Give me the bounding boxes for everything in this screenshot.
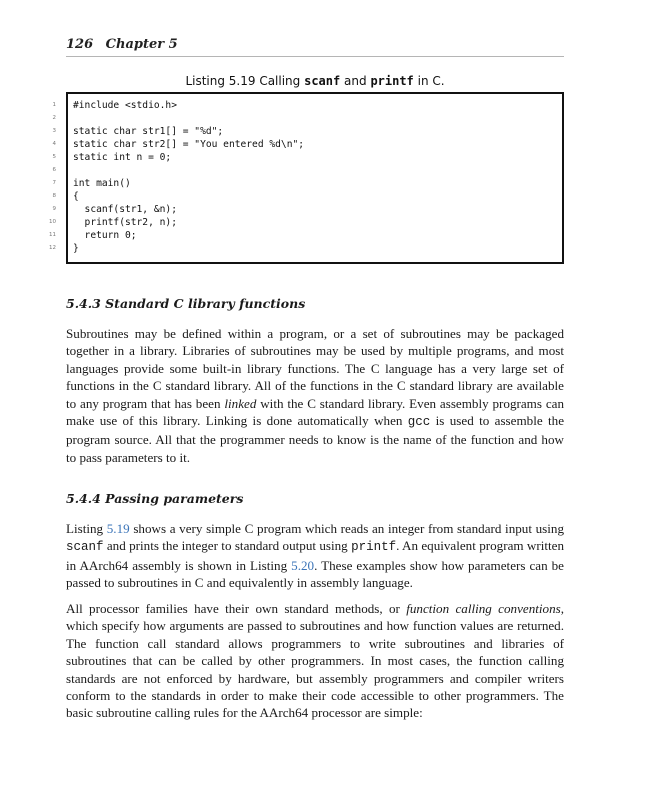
caption-code-printf: printf (370, 74, 414, 88)
emphasis-calling-conventions: function calling conventions (406, 601, 561, 616)
listing-link-5-20[interactable]: 5.20 (291, 557, 315, 573)
emphasis-linked: linked (224, 395, 257, 411)
text-run: All processor families have their own standard methods, or (66, 601, 407, 616)
line-number: 9 (52, 206, 56, 212)
code-text: static int n = 0; (73, 152, 172, 163)
caption-prefix: Listing 5.19 Calling (185, 74, 305, 88)
listing-link-5-19[interactable]: 5.19 (106, 521, 130, 536)
line-number: 7 (52, 180, 56, 186)
section-heading-5-4-3: 5.4.3 Standard C library functions (66, 296, 306, 311)
text-run: Subroutines may be defined within a program, or a set of subroutines may be packaged together in a library. Libraries of subroutines may be used by multiple programs, and most languages provide some built-in library functions. The C language has a very large set of functions in the C standard library. All of the functions in the C standard library are available to any program that has been (66, 326, 564, 411)
line-number: 3 (52, 128, 56, 134)
code-text: printf(str2, n); (73, 217, 177, 228)
text-run: shows a very simple C program which reads an integer from standard input using (129, 521, 564, 536)
paragraph-calling-conventions (66, 600, 564, 722)
line-number: 5 (52, 154, 56, 160)
listing-caption (66, 74, 564, 88)
code-text: scanf(str1, &n); (73, 204, 177, 215)
section-heading-5-4-4: 5.4.4 Passing parameters (66, 491, 244, 506)
text-run: . These examples show how parameters can be passed to subroutines in C and equivalently in assembly language. (66, 557, 564, 591)
line-number: 10 (49, 219, 56, 225)
caption-suffix: in C. (413, 74, 445, 88)
paragraph-library-functions (66, 325, 564, 466)
inline-code-scanf: scanf (66, 540, 104, 555)
code-text: } (73, 243, 79, 254)
code-text: int main() (73, 178, 131, 189)
line-number: 2 (52, 115, 56, 121)
code-text: static char str2[] = "You entered %d\n"; (73, 139, 305, 150)
line-number: 1 (52, 102, 56, 108)
text-run: Listing (66, 521, 107, 536)
page-number: 126 (66, 37, 94, 52)
code-listing (49, 92, 564, 264)
code-text: return 0; (73, 230, 137, 241)
inline-code-printf: printf (351, 540, 397, 555)
code-text: #include <stdio.h> (73, 100, 177, 111)
inline-code-gcc: gcc (407, 415, 431, 430)
header-rule (66, 56, 564, 57)
running-head (66, 37, 564, 52)
paragraph-passing-parameters (66, 520, 564, 592)
text-run: and prints the integer to standard output using (103, 538, 352, 554)
chapter-label: Chapter 5 (105, 37, 178, 52)
line-number: 6 (52, 167, 56, 173)
text-run: , which specify how arguments are passed to subroutines and how function values are returned. The function call standard allows programmers to write subroutines and libraries of subroutines that can be called by other programmers. In most cases, the function calling standards are not enforced by hardware, but assembly programmers and compiler writers conform to the standards in order to make their code accessible to other programmers. The basic subroutine calling rules for the AArch64 processor are simple: (66, 601, 564, 721)
text-run: with the C standard library. Even assembly programs can make use of this library. Linking is done automatically when (66, 395, 564, 429)
text-run: is used to assemble the program source. All that the programmer needs to know is the name of the function and how to pass parameters to it. (66, 413, 565, 465)
code-text: { (73, 191, 79, 202)
line-number: 11 (49, 232, 56, 238)
text-run: . An equivalent program written in AArch64 assembly is shown in Listing (66, 538, 565, 573)
line-number: 4 (52, 141, 56, 147)
code-text: static char str1[] = "%d"; (73, 126, 224, 137)
line-number: 12 (49, 245, 56, 251)
caption-code-scanf: scanf (304, 74, 341, 88)
line-number: 8 (52, 193, 56, 199)
caption-mid: and (340, 74, 371, 88)
